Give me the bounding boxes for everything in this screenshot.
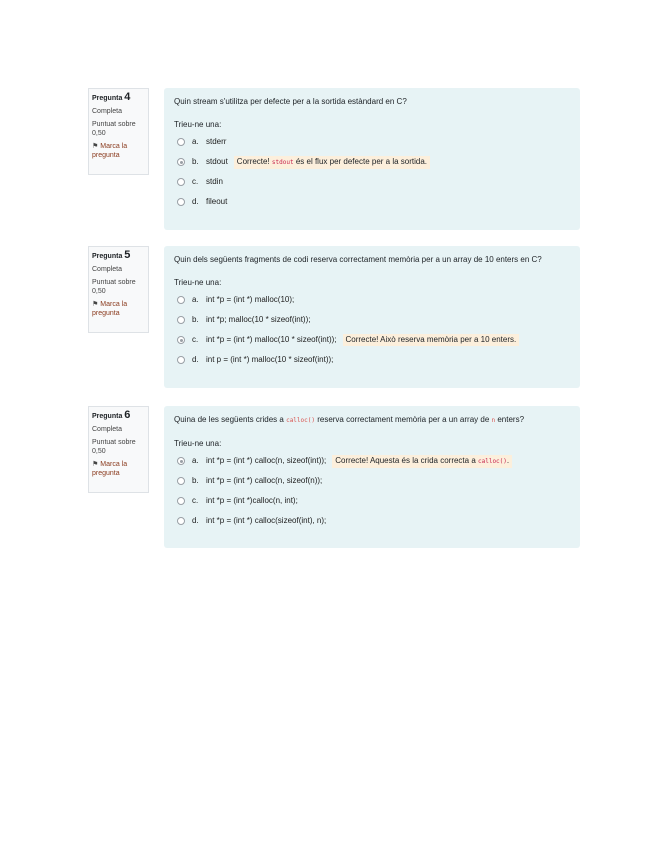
answer-option-c[interactable]: c. int *p = (int *)calloc(n, int); xyxy=(174,496,570,506)
flag-question-link[interactable]: ⚑ Marca la pregunta xyxy=(92,301,128,317)
answer-option-a[interactable]: a. int *p = (int *) malloc(10); xyxy=(174,295,570,305)
radio-button[interactable] xyxy=(177,138,185,146)
radio-button[interactable] xyxy=(177,497,185,505)
question-content xyxy=(164,88,580,230)
answer-text: stdin xyxy=(206,177,223,186)
radio-button[interactable] xyxy=(177,158,185,166)
answer-text: int *p = (int *) malloc(10); xyxy=(206,295,295,304)
question-text: Quina de les següents crides a calloc() reserva correctament memòria per a un array de n enters? xyxy=(174,415,525,424)
answer-text: int *p = (int *) calloc(sizeof(int), n); xyxy=(206,516,327,525)
answer-prompt: Trieu-ne una: xyxy=(174,278,222,287)
question-info xyxy=(88,88,149,175)
question-state: Completa xyxy=(92,108,122,115)
radio-button[interactable] xyxy=(177,517,185,525)
flag-icon: ⚑ xyxy=(92,143,99,150)
answer-prompt: Trieu-ne una: xyxy=(174,439,222,448)
question-number: Pregunta 4 xyxy=(92,91,131,103)
question-grade: Puntuat sobre 0,50 xyxy=(92,439,136,455)
answer-option-d[interactable]: d. int p = (int *) malloc(10 * sizeof(int)); xyxy=(174,355,570,365)
radio-button[interactable] xyxy=(177,178,185,186)
question-info xyxy=(88,246,149,333)
answer-text: int *p = (int *) calloc(n, sizeof(int)); xyxy=(206,456,327,465)
answer-text: int *p = (int *) calloc(n, sizeof(n)); xyxy=(206,476,323,485)
radio-button[interactable] xyxy=(177,296,185,304)
answer-option-a[interactable]: a. stderr xyxy=(174,137,570,147)
answer-text: int p = (int *) malloc(10 * sizeof(int)); xyxy=(206,355,334,364)
radio-button[interactable] xyxy=(177,477,185,485)
answer-option-c[interactable]: c. stdin xyxy=(174,177,570,187)
answer-list xyxy=(174,295,570,365)
answer-text: stderr xyxy=(206,137,227,146)
answer-list xyxy=(174,456,570,526)
radio-button[interactable] xyxy=(177,316,185,324)
answer-text: int *p = (int *)calloc(n, int); xyxy=(206,496,298,505)
question-number: Pregunta 5 xyxy=(92,249,131,261)
answer-option-d[interactable]: d. fileout xyxy=(174,197,570,207)
radio-button[interactable] xyxy=(177,356,185,364)
question-state: Completa xyxy=(92,426,122,433)
answer-option-b[interactable]: b. int *p; malloc(10 * sizeof(int)); xyxy=(174,315,570,325)
answer-option-b[interactable]: b. stdout Correcte! stdout és el flux per defecte per a la sortida. xyxy=(174,157,570,167)
answer-text: int *p = (int *) malloc(10 * sizeof(int)); xyxy=(206,335,337,344)
radio-button[interactable] xyxy=(177,198,185,206)
flag-question-link[interactable]: ⚑ Marca la pregunta xyxy=(92,143,128,159)
answer-text: int *p; malloc(10 * sizeof(int)); xyxy=(206,315,311,324)
answer-feedback: Correcte! Aquesta és la crida correcta a calloc(). xyxy=(332,455,512,468)
question-grade: Puntuat sobre 0,50 xyxy=(92,121,136,137)
radio-button[interactable] xyxy=(177,457,185,465)
question-text: Quin dels següents fragments de codi reserva correctament memòria per a un array de 10 enters en C? xyxy=(174,255,542,264)
question-number: Pregunta 6 xyxy=(92,409,131,421)
question-state: Completa xyxy=(92,266,122,273)
question-text: Quin stream s'utilitza per defecte per a la sortida estàndard en C? xyxy=(174,97,407,106)
radio-button[interactable] xyxy=(177,336,185,344)
flag-icon: ⚑ xyxy=(92,301,99,308)
answer-feedback: Correcte! Això reserva memòria per a 10 enters. xyxy=(343,334,520,346)
answer-list xyxy=(174,137,570,207)
answer-prompt: Trieu-ne una: xyxy=(174,120,222,129)
question-grade: Puntuat sobre 0,50 xyxy=(92,279,136,295)
question-content xyxy=(164,246,580,388)
question-content xyxy=(164,406,580,548)
answer-option-d[interactable]: d. int *p = (int *) calloc(sizeof(int), n); xyxy=(174,516,570,526)
flag-question-link[interactable]: ⚑ Marca la pregunta xyxy=(92,461,128,477)
answer-text: fileout xyxy=(206,197,228,206)
answer-option-a[interactable]: a. int *p = (int *) calloc(n, sizeof(int)); Correcte! Aquesta és la crida correcta a calloc(). xyxy=(174,456,570,466)
answer-text: stdout xyxy=(206,157,228,166)
answer-option-c[interactable]: c. int *p = (int *) malloc(10 * sizeof(int)); Correcte! Això reserva memòria per a 10 enters. xyxy=(174,335,570,345)
answer-feedback: Correcte! stdout és el flux per defecte per a la sortida. xyxy=(234,156,430,169)
question-info xyxy=(88,406,149,493)
answer-option-b[interactable]: b. int *p = (int *) calloc(n, sizeof(n)); xyxy=(174,476,570,486)
flag-icon: ⚑ xyxy=(92,461,99,468)
